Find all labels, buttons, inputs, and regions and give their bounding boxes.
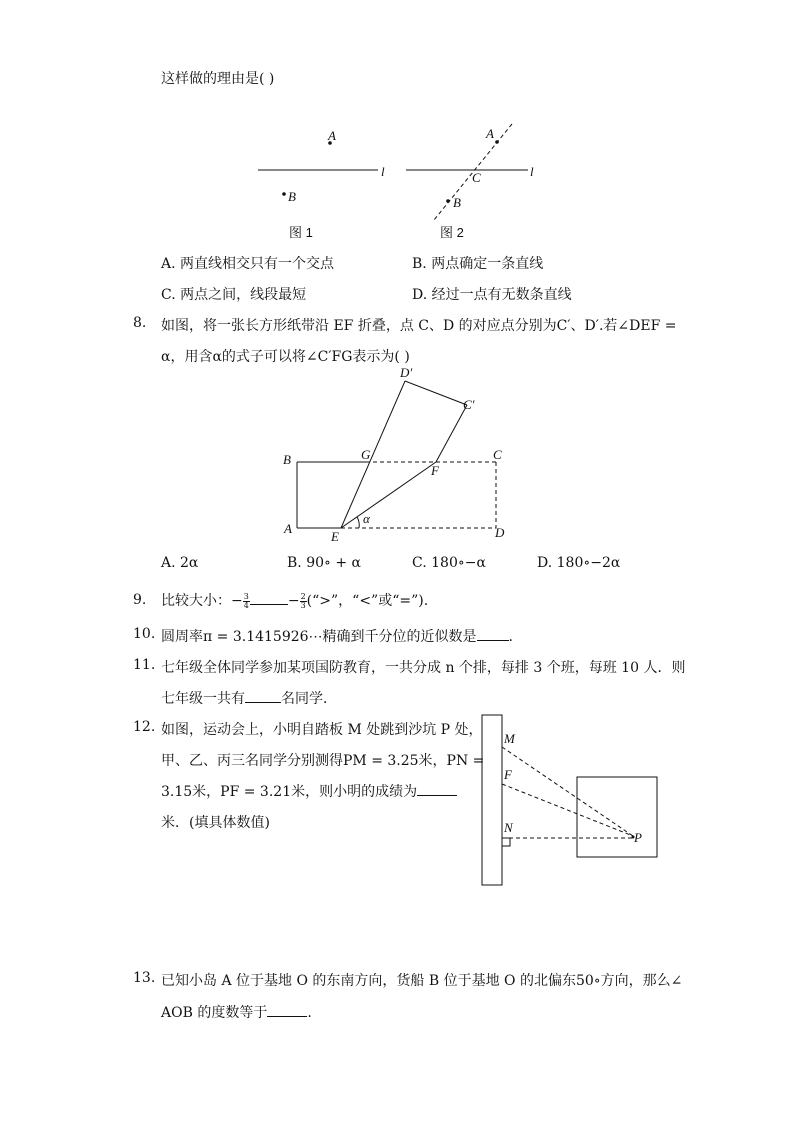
q7-option-c[interactable]: C. 两点之间，线段最短 <box>161 287 307 303</box>
q10-text: 圆周率π = 3.1415926⋯精确到千分位的近似数是 . <box>161 629 513 645</box>
fig1-label-b: B <box>288 189 296 204</box>
q8-label-a: A <box>284 521 292 536</box>
q7-option-d[interactable]: D. 经过一点有无数条直线 <box>412 287 572 303</box>
q8-label-d-prime: D′ <box>400 365 413 380</box>
q11-line-2: 七年级一共有 名同学． <box>161 691 337 707</box>
fig1-caption: 图 1 <box>289 225 313 240</box>
q7-figure-2 <box>406 124 534 240</box>
q7-figure-1 <box>258 128 385 240</box>
q12-number: 12. <box>133 719 156 735</box>
q8-line-2: α，用含α的式子可以将∠C′FG表示为( ) <box>161 349 410 365</box>
q7-option-a[interactable]: A. 两直线相交只有一个交点 <box>161 256 335 272</box>
q10-number: 10. <box>133 626 156 642</box>
q8-label-b: B <box>283 452 291 467</box>
q9-fraction-1: $\frac{3}{4}$ <box>243 591 249 610</box>
q12-label-p: P <box>634 830 642 845</box>
q13-line-1: 已知小岛 A 位于基地 O 的东南方向，货船 B 位于基地 O 的北偏东50∘方向，那么∠ <box>161 973 683 989</box>
q10-answer-blank[interactable] <box>477 628 509 641</box>
q12-label-n: N <box>504 820 513 835</box>
q12-figure <box>0 705 794 895</box>
q9-number: 9. <box>133 592 147 608</box>
q9-answer-blank[interactable] <box>250 592 288 605</box>
q7-option-b[interactable]: B. 两点确定一条直线 <box>412 256 544 272</box>
q13-answer-blank[interactable] <box>267 1004 307 1017</box>
fig2-label-b: B <box>453 195 461 210</box>
q8-label-d: D <box>495 525 505 540</box>
fig1-label-l: l <box>381 164 385 179</box>
q11-answer-blank[interactable] <box>245 690 281 703</box>
q9-text: 比较大小：− $\frac{3}{4}$ − $\frac{2}{3}$ (“>”，“<”或“=”). <box>161 591 429 610</box>
q8-figure <box>0 365 794 545</box>
fig2-label-l: l <box>530 164 534 179</box>
q13-number: 13. <box>133 970 156 986</box>
q12-label-m: M <box>504 731 515 746</box>
q8-line-1: 如图，将一张长方形纸带沿 EF 折叠，点 C、D 的对应点分别为C′、D′.若∠DEF = <box>161 318 677 334</box>
q8-label-f: F <box>431 463 439 478</box>
q8-option-a[interactable]: A. 2α <box>161 555 199 571</box>
q11-line-1: 七年级全体同学参加某项国防教育，一共分成 n 个排，每排 3 个班，每班 10 人．则 <box>161 660 686 676</box>
q8-label-e: E <box>331 529 339 544</box>
q13-line-2: AOB 的度数等于 . <box>161 1005 312 1021</box>
q8-option-c[interactable]: C. 180∘−α <box>412 555 486 571</box>
q8-number: 8. <box>133 315 147 331</box>
fig2-caption: 图 2 <box>440 225 464 240</box>
q12-line-3: 3.15米，PF = 3.21米，则小明的成绩为 <box>161 781 457 801</box>
q7-intro: 这样做的理由是( ) <box>161 71 275 87</box>
q12-line-4: 米．(填具体数值) <box>161 815 270 831</box>
fig2-label-a: A <box>486 126 494 141</box>
q8-option-b[interactable]: B. 90∘ + α <box>287 555 361 571</box>
fig2-label-c: C <box>472 170 481 185</box>
q8-option-d[interactable]: D. 180∘−2α <box>537 555 621 571</box>
q8-label-c: C <box>493 447 502 462</box>
q12-label-f: F <box>504 767 512 782</box>
q12-line-2: 甲、乙、丙三名同学分别测得PM = 3.25米，PN = <box>161 753 485 769</box>
q8-label-g: G <box>361 447 371 462</box>
q12-line-1: 如图，运动会上，小明自踏板 M 处跳到沙坑 P 处， <box>161 722 483 738</box>
fig1-label-a: A <box>328 128 336 143</box>
q11-number: 11. <box>133 657 156 673</box>
q8-label-alpha: α <box>363 511 370 526</box>
q9-fraction-2: $\frac{2}{3}$ <box>300 591 306 610</box>
q8-label-c-prime: C′ <box>463 397 475 412</box>
